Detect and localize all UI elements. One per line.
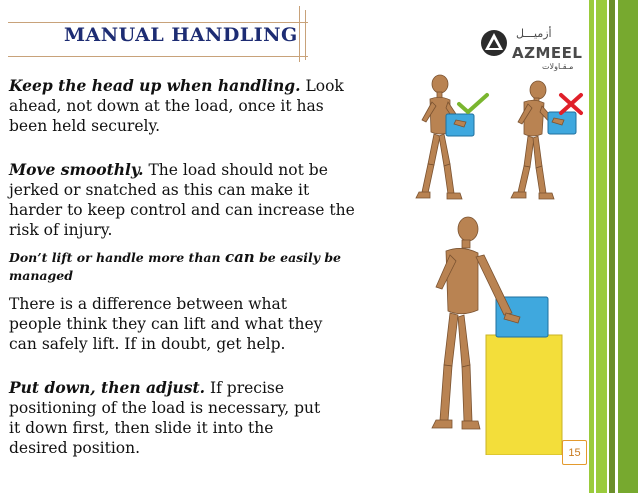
- page-number: 15: [562, 440, 587, 465]
- paragraph-head-up: Keep the head up when handling. Look ahead, not down at the load, once it has been held securely.: [9, 76, 344, 135]
- logo-arabic-name: أزميـــل: [516, 27, 552, 40]
- check-icon: [456, 92, 490, 116]
- accent-bar: [609, 0, 615, 493]
- paragraph-lead: Put down, then adjust.: [9, 378, 206, 397]
- paragraph-lead: Move smoothly.: [9, 160, 144, 179]
- title-rule: [8, 56, 308, 57]
- page-title: MANUAL HANDLING: [64, 24, 298, 46]
- paragraph-move-smoothly: Move smoothly. The load should not be jerked or snatched as this can make it harder to keep control and can increase the risk of injury.: [9, 160, 355, 239]
- logo-brand: AZMEEL: [512, 44, 583, 62]
- paragraph-limit: Don’t lift or handle more than can be easily be managed: [9, 248, 342, 283]
- title-rule: [8, 22, 308, 23]
- mannequin-boxes-illustration: [416, 215, 571, 455]
- paragraph-lead: Keep the head up when handling.: [9, 76, 301, 95]
- paragraph-put-down: Put down, then adjust. If precise positioning of the load is necessary, put it down first, then slide it into the desired position.: [9, 378, 321, 457]
- title-rule: [299, 6, 300, 62]
- paragraph-difference: There is a difference between what people think they can lift and what they can safely lift. If in doubt, get help.: [9, 295, 323, 353]
- cross-icon: [558, 92, 584, 116]
- accent-bar: [618, 0, 638, 493]
- title-rule: [305, 10, 306, 60]
- accent-bar: [596, 0, 607, 493]
- logo-arabic-sub: مـقـاولات: [542, 62, 574, 71]
